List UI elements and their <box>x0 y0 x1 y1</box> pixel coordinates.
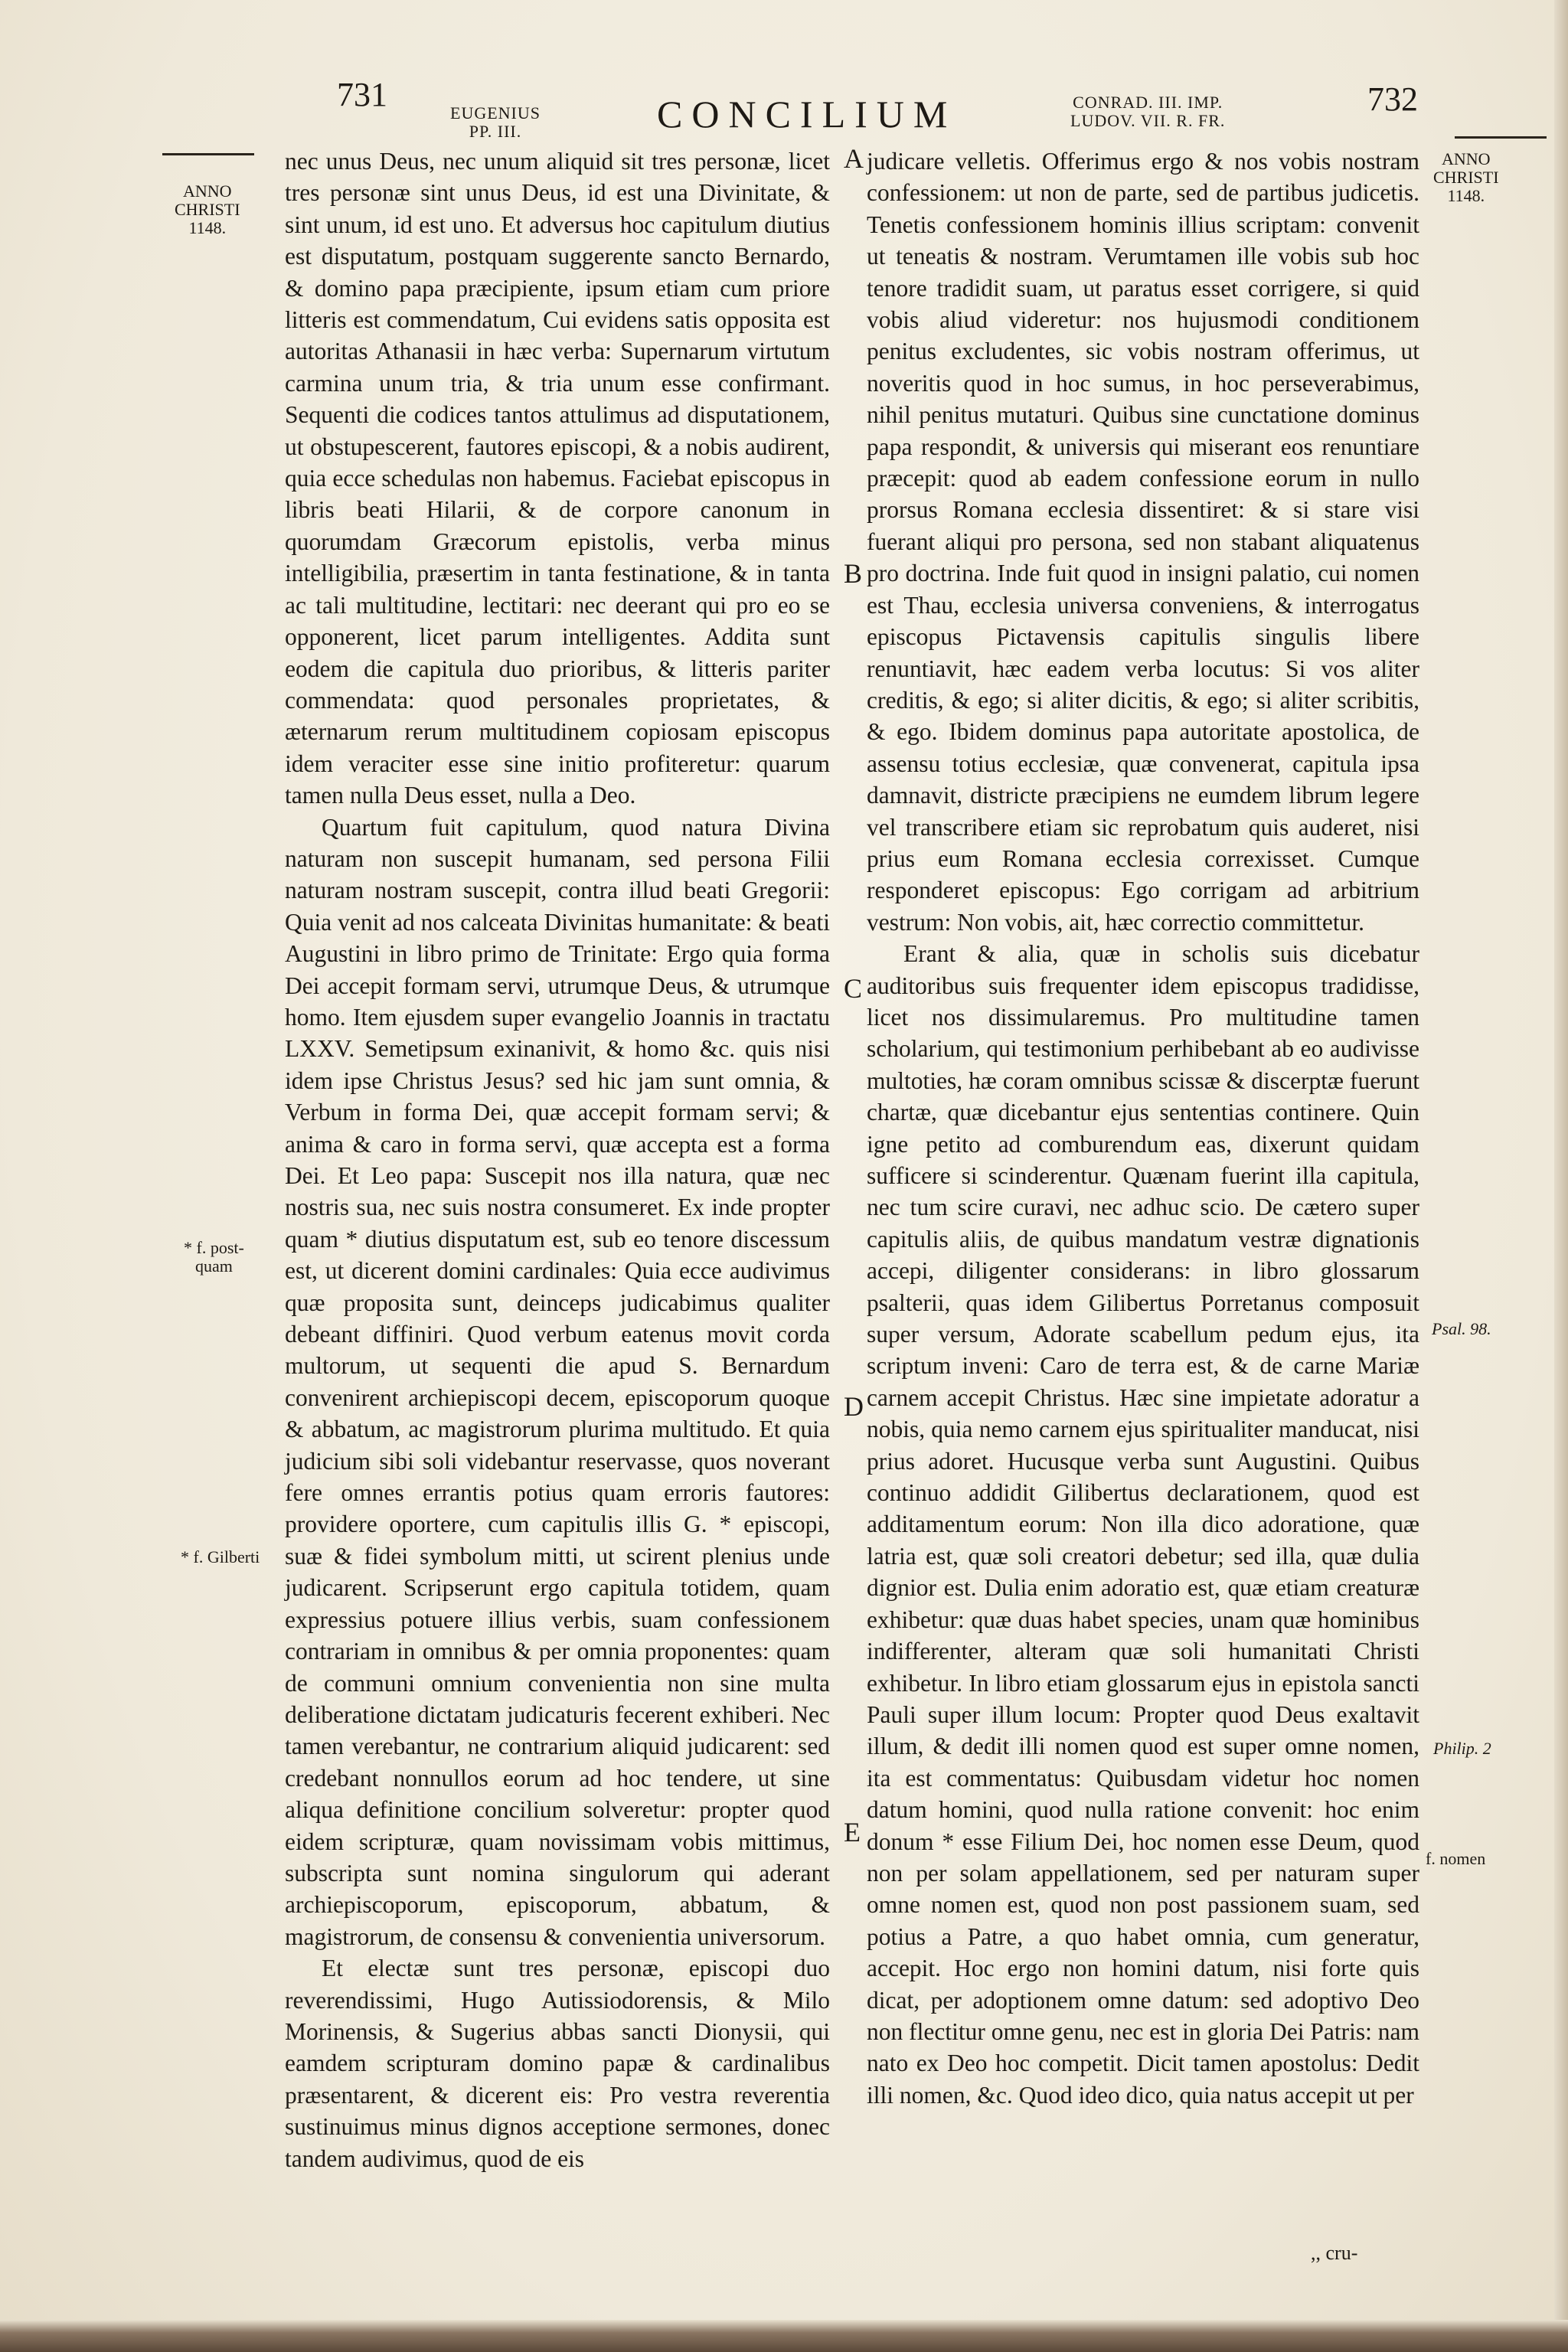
paragraph: Erant & alia, quæ in scholis suis dicebatur auditoribus suis frequenter idem episcopus tradidisse, licet nos dissimularemus. Pro multitudine tamen scholarium, qui testimonium perhibebant ab eo audivisse multoties, hæ coram omnibus scissæ & discerptæ fuerunt chartæ, quæ dicebantur ejus sententias continere. Quin igne petito ad comburendum eas, dixerunt quidam sufficere si scinderentur. Quænam fuerint illa capitula, nec tum scire curavi, nec adhuc scio. De cætero super capitulis aliis, de quibus mandatum vestræ dignationis accepi, diligenter considerans: in libro glossarum psalterii, quas idem Gilibertus Porretanus composuit super versum, Adorate scabellum pedum ejus, ita scriptum inveni: Caro de terra est, & de carne Mariæ carnem accepit Christus. Hæc sine impietate adoratur a nobis, quia nemo carnem ejus spiritualiter manducat, nisi prius adoret. Hucusque verba sunt Augustini. Quibus continuo addidit Gilibertus declarationem, quod est additamentum eorum: Non illa dico adoratione, quæ latria est, quæ soli creatori debetur; sed illa, quæ dulia dignior est. Dulia enim adoratio est, quæ etiam creaturæ exhibetur: quæ duas habet species, unam quæ hominibus indifferenter, alteram quæ soli humanitati Christi exhibetur. In libro etiam glossarum ejus in epistola sancti Pauli super illum locum: Propter quod Deus exaltavit illum, & dedit illi nomen quod est super omne nomen, ita est commentatus: Quibusdam videtur hoc nomen datum homini, quod nulla ratione convenit: hoc enim donum * esse Filium Dei, hoc nomen esse Deum, quod non per solam appellationem, sed per naturam super omne nomen est, quod non post passionem suam, sed potius a Patre, a quo habet omnia, cum generatur, accepit. Hoc ergo non homini datum, nisi forte quis dicat, per adoptionem omne datum: sed adoptivo Deo non flectitur omne genu, nec est in gloria Dei Patris: nam nato ex Deo hoc competit. Dicit tamen apostolus: Dedit illi nomen, &c. Quod ideo dico, quia natus accepit ut per <box>867 940 1419 2109</box>
section-letter-a: A <box>844 143 864 174</box>
anno-christi-left: ANNO CHRISTI 1148. <box>175 181 240 237</box>
anno-christi-right: ANNO CHRISTI 1148. <box>1433 149 1499 205</box>
section-letter-e: E <box>844 1817 861 1847</box>
page-number-right: 732 <box>1367 80 1418 118</box>
catchword: ,, cru- <box>1311 2242 1358 2264</box>
paragraph: Et electæ sunt tres personæ, episcopi duo reverendissimi, Hugo Autissiodorensis, & Milo Morinensis, & Sugerius abbas sancti Dionysii, qui eamdem scripturam domino papæ & cardinalibus præsentarent, & dicerent eis: Pro vestra reverentia sustinuimus minus dignos acceptione sermones, donec tandem audivimus, quod de eis <box>285 1955 830 2172</box>
running-head-rulers <box>1070 93 1225 130</box>
page-edge-bottom <box>0 2320 1568 2352</box>
section-letter-b: B <box>844 558 863 589</box>
running-head-pope-number: PP. III. <box>469 122 522 141</box>
margin-note-psalm: Psal. 98. <box>1432 1319 1491 1338</box>
margin-note-philippians: Philip. 2 <box>1433 1739 1491 1758</box>
margin-note-nomen: f. nomen <box>1426 1849 1486 1868</box>
page-edge-right <box>1554 0 1568 2352</box>
text-column-left <box>285 145 830 2174</box>
header-rule-left <box>162 153 254 155</box>
running-head-pope <box>450 104 541 141</box>
margin-note-postquam: * f. post- quam <box>184 1238 244 1276</box>
paragraph: judicare velletis. Offerimus ergo & nos vobis nostram confessionem: ut non de parte, sed de partibus judicetis. Tenetis confessionem hominis illius scriptam: convenit ut teneatis & nostram. Verumtamen ille vobis sub hoc tenore tradidit suam, ut paratus esset corrigere, si quid vobis aliud videretur: nos hujusmodi conditionem penitus excludentes, sic vobis nostram offerimus, ut noveritis quod in hoc sumus, in hoc perseverabimus, nihil penitus mutaturi. Quibus sine cunctatione dominus papa respondit, & universis qui miserant eos renuntiare præcepit: quod ab eadem confessione eorum in nullo prorsus Romana ecclesia dissentiret: & si stare visi fuerant aliqui pro persona, sed non stabant aliquatenus pro doctrina. Inde fuit quod in insigni palatio, cui nomen est Thau, ecclesia universa conveniens, & interrogatus episcopus Pictavensis capitulis singulis libere renuntiavit, hæc eadem verba locutus: Si vos aliter creditis, & ego; si aliter dicitis, & ego; si aliter scribitis, & ego. Ibidem dominus papa autoritate apostolica, de assensu totius ecclesiæ, quæ convenerat, capitula ipsa damnavit, districte præcipiens ne eumdem librum legere vel transcribere etiam sic reprobatum quis auderet, nisi prius eum Romana ecclesia correxisset. Cumque responderet episcopus: Ego corrigam ad arbitrium vestrum: Non vobis, ait, hæc correctio committetur. <box>867 148 1419 936</box>
running-head-pope-name: EUGENIUS <box>450 103 541 122</box>
page-number-left: 731 <box>337 76 387 113</box>
paragraph: Quartum fuit capitulum, quod natura Divina naturam non suscepit humanam, sed persona Filii naturam nostram suscepit, contra illud beati Gregorii: Quia venit ad nos calceata Divinitas humanitate: & beati Augustini in libro primo de Trinitate: Ergo quia forma Dei accepit formam servi, utrumque Deus, & utrumque homo. Item ejusdem super evangelio Joannis in tractatu LXXV. Semetipsum exinanivit, & homo &c. quis nisi idem ipse Christus Jesus? sed hic jam sunt omnia, & Verbum in forma Dei, quæ accepit formam servi; & anima & caro in forma servi, quæ accepta est a forma Dei. Et Leo papa: Suscepit nos illa natura, quæ nec nostris sua, nec suis nostra consumeret. Ex inde propter quam * diutius disputatum est, sub eo tenore discessum est, ut dicerent domini cardinales: Quia ecce audivimus quæ proposita sunt, deinceps judicabimus qualiter debeant diffiniri. Quod verbum eatenus movit corda multorum, ut sequenti die apud S. Bernardum convenirent archiepiscopi decem, episcoporum quoque & abbatum, ac magistrorum plurima multitudo. Et quia judicium sibi soli videbantur reservasse, quos noverant fere omnes errantis potius quam erroris fautores: providere oportere, cum capitulis illis G. * episcopi, suæ & fidei symbolum mitti, ut scirent plenius unde judicarent. Scripserunt ergo capitula totidem, quam expressius potuere illius verbis, suam confessionem contrariam in omnibus & per omnia proponentes: quam de communi omnium convenientia non sine multa deliberatione dictatam judicaturis fecerent exhiberi. Nec tamen verebantur, ne contrarium aliquid judicarent: sed credebant nonnullos eorum ad hoc tendere, ut sine aliqua definitione concilium solveretur: propter quod eidem scripturæ, quam novissimam vobis mittimus, subscripta sunt nomina singulorum qui aderant archiepiscoporum, episcoporum, abbatum, & magistrorum, de consensu & convenientia universorum. <box>285 813 831 1950</box>
section-letter-c: C <box>844 973 863 1004</box>
running-header <box>0 76 1568 147</box>
header-rule-right <box>1455 136 1547 139</box>
page-title: CONCILIUM <box>657 93 957 136</box>
margin-note-gilberti: * f. Gilberti <box>181 1547 260 1566</box>
paragraph: nec unus Deus, nec unum aliquid sit tres personæ, licet tres personæ sint unus Deus, id est una Divinitate, & sint unum, id est uno. Et adversus hoc capitulum diutius est disputatum, postquam suggerente sancto Bernardo, & domino papa præcipiente, ipsum etiam cum priore litteris est commendatum, Cui evidens satis opposita est autoritas Athanasii in hæc verba: Supernarum virtutum carmina unum tria, & tria unum esse confirmant. Sequenti die codices tantos attulimus ad disputationem, ut obstupescerent, fautores episcopi, & a nobis audirent, quia ecce schedulas non habemus. Faciebat episcopus in libris beati Hilarii, & de corpore canonum in quorumdam Græcorum epistolis, verba minus intelligibilia, præsertim in tanta festinatione, & in tanta ac tali multitudine, lectitari: nec deerant qui pro eo se opponerent, licet parum intelligentes. Addita sunt eodem die capitula duo prioribus, & litteris pariter commendata: quod personales proprietates, & æternarum rerum multitudinem copiosam episcopus idem veraciter esse sine initio profiteretur: quarum tamen nulla Deus esset, nulla a Deo. <box>285 148 830 809</box>
section-letter-d: D <box>844 1391 864 1422</box>
running-head-king: LUDOV. VII. R. FR. <box>1070 111 1226 130</box>
text-column-right <box>867 145 1419 2111</box>
running-head-emperor: CONRAD. III. IMP. <box>1073 93 1223 112</box>
